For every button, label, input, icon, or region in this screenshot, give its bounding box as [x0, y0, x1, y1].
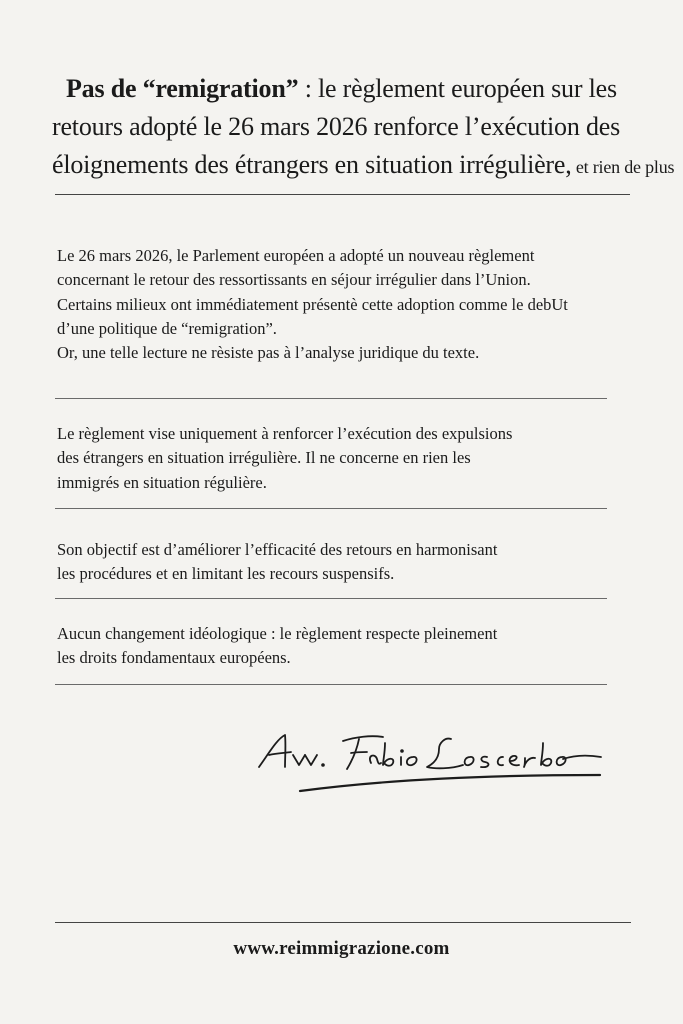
point-paragraph-1	[57, 422, 617, 495]
title-line-1	[52, 70, 637, 108]
point-line: les procédures et en limitant les recours suspensifs.	[57, 564, 395, 584]
point-paragraph-2	[57, 538, 617, 587]
point-line: des étrangers en situation irrégulière. Il ne concerne en rien les	[57, 448, 471, 468]
title-bold-remigration: “remigration”	[142, 74, 299, 103]
section-divider	[55, 508, 607, 509]
title-line-1-rest: : le règlement européen sur les	[298, 74, 617, 103]
title-line-3	[52, 146, 675, 186]
intro-paragraph	[57, 244, 617, 365]
point-line: les droits fondamentaux européens.	[57, 648, 291, 668]
intro-line: concernant le retour des ressortissants en séjour irrégulier dans l’Union.	[57, 270, 531, 290]
title-divider	[55, 194, 630, 195]
title-line-2: retours adopté le 26 mars 2026 renforce l’exécution des	[52, 112, 621, 141]
page-title	[52, 70, 675, 186]
intro-line: Certains milieux ont immédiatement présentè cette adoption comme le debUt	[57, 294, 568, 314]
section-divider	[55, 398, 607, 399]
intro-line: d’une politique de “remigration”.	[57, 318, 277, 338]
section-divider	[55, 684, 607, 685]
point-line: Son objectif est d’améliorer l’efficacité des retours en harmonisant	[57, 540, 498, 559]
handwritten-signature	[255, 715, 605, 805]
point-line: Le règlement vise uniquement à renforcer l’exécution des expulsions	[57, 424, 513, 443]
section-divider	[55, 598, 607, 599]
intro-line: Or, une telle lecture ne rèsiste pas à l’analyse juridique du texte.	[57, 343, 480, 363]
point-paragraph-3	[57, 622, 617, 671]
title-line-3-main: éloignements des étrangers en situation irrégulière,	[52, 150, 572, 179]
title-bold-prefix: Pas de	[66, 74, 143, 103]
intro-line: Le 26 mars 2026, le Parlement européen a adopté un nouveau règlement	[57, 246, 535, 265]
footer-divider	[55, 922, 631, 923]
point-line: immigrés en situation régulière.	[57, 472, 267, 492]
point-line: Aucun changement idéologique : le règlement respecte pleinement	[57, 624, 498, 643]
website-link[interactable]: www.reimmigrazione.com	[233, 938, 450, 959]
title-line-3-small: et rien de plus	[571, 157, 675, 177]
